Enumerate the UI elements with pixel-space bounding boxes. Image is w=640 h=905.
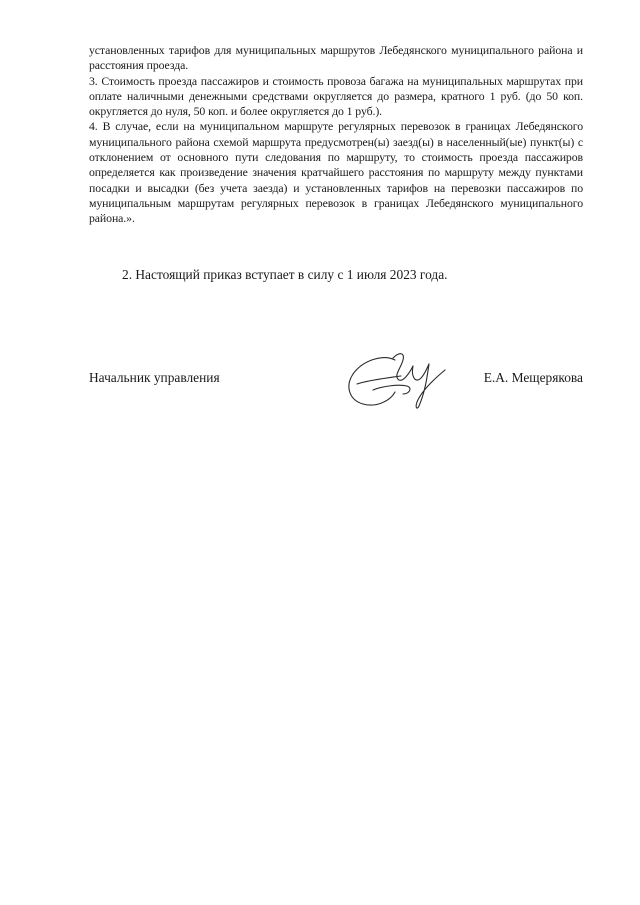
signature-block — [89, 368, 583, 408]
signatory-name: Е.А. Мещерякова — [483, 370, 583, 385]
signatory-title: Начальник управления — [89, 370, 220, 385]
paragraph-item-4: 4. В случае, если на муниципальном маршруте регулярных перевозок в границах Лебедянского муниципального района схемой маршрута предусмотрен(ы) заезд(ы) в населенный(ые) пункт(ы) с отклонением от основного пути следования по маршруту, то стоимость проезда пассажиров определяется как произведение значения кратчайшего расстояния по маршруту между пунктами посадки и высадки (без учета заезда) и установленных тарифов на перевозки пассажиров по муниципальным маршрутам регулярных перевозок в границах Лебедянского муниципального района.». — [89, 119, 583, 226]
order-effective-date-clause: 2. Настоящий приказ вступает в силу с 1 июля 2023 года. — [122, 267, 448, 282]
handwritten-signature — [343, 350, 453, 412]
document-body — [89, 43, 583, 227]
paragraph-tariffs-continuation: установленных тарифов для муниципальных маршрутов Лебедянского муниципального района и расстояния проезда. — [89, 43, 583, 73]
paragraph-item-3: 3. Стоимость проезда пассажиров и стоимость провоза багажа на муниципальных маршрутах при оплате наличными денежными средствами округляется до размера, кратного 1 руб. (до 50 коп. округляется до нуля, 50 коп. и более округляется до 1 руб.). — [89, 73, 583, 119]
